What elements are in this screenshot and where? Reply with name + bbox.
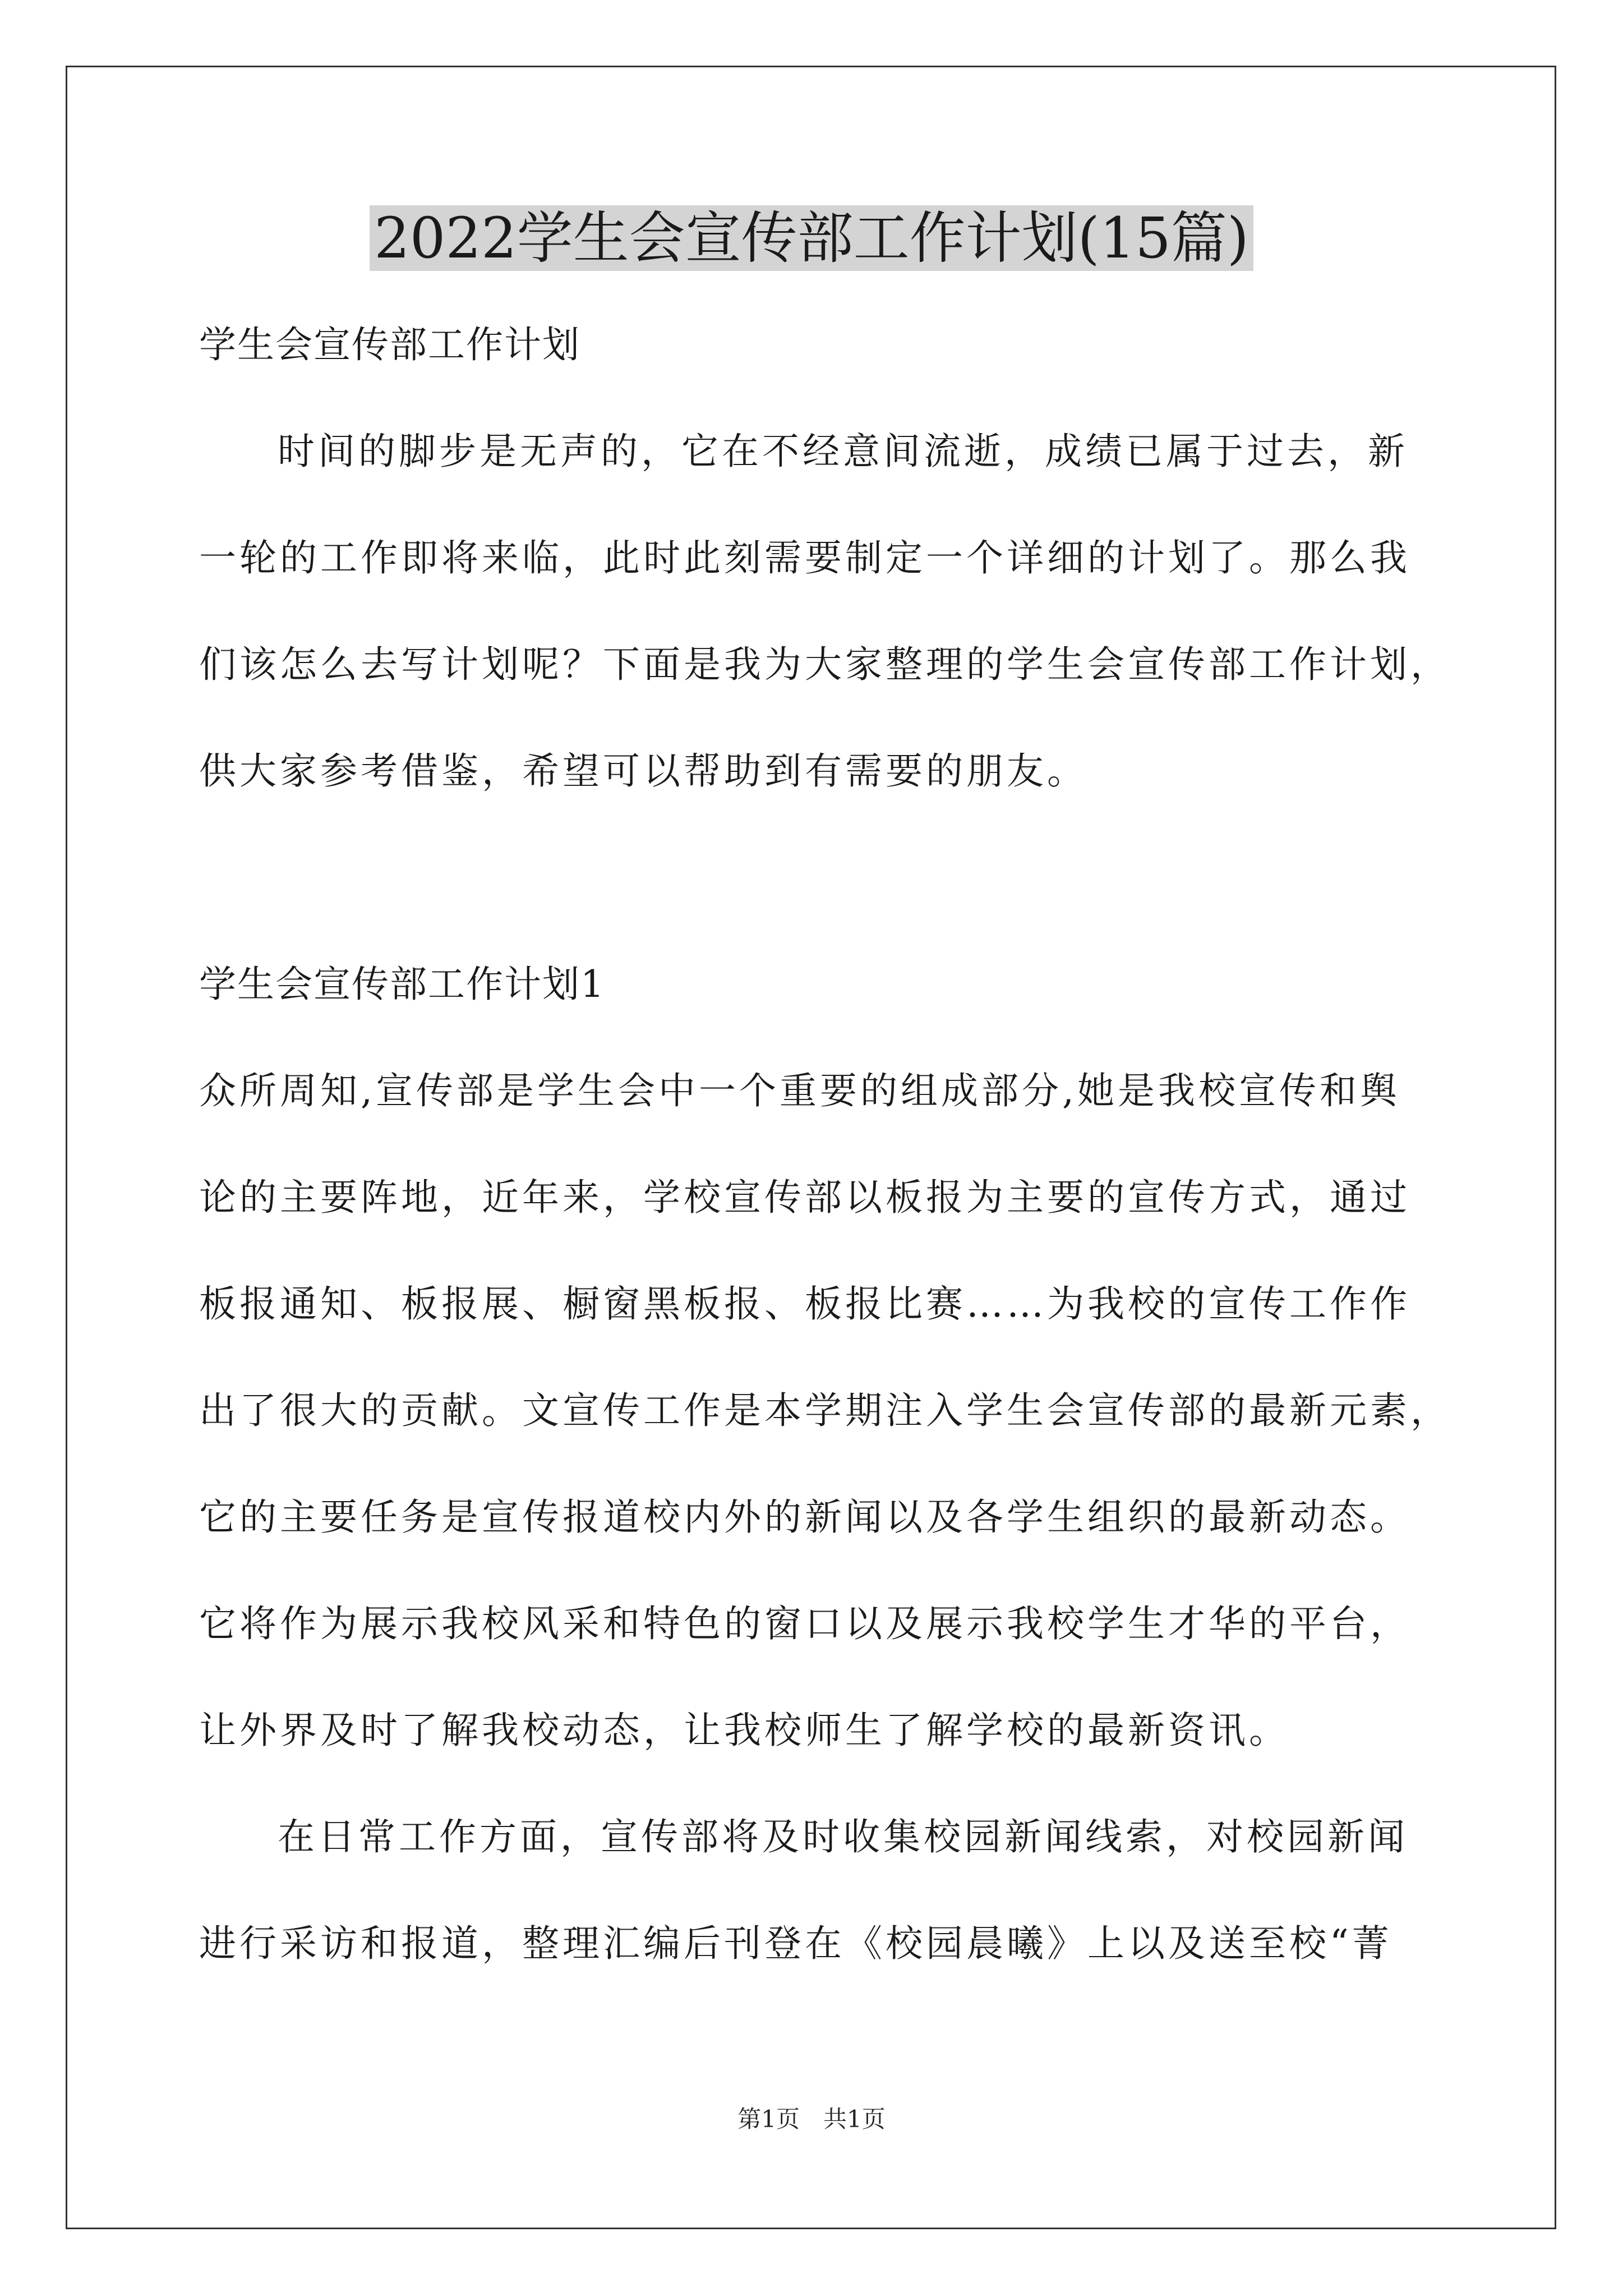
paragraph-line: 们该怎么去写计划呢？下面是我为大家整理的学生会宣传部工作计划， [199, 643, 1451, 686]
paragraph-line: 众所周知,宣传部是学生会中一个重要的组成部分,她是我校宣传和舆 [199, 1069, 1400, 1112]
paragraph-line: 论的主要阵地，近年来，学校宣传部以板报为主要的宣传方式，通过 [199, 1176, 1410, 1219]
paragraph-line: 出了很大的贡献。文宣传工作是本学期注入学生会宣传部的最新元素， [199, 1389, 1451, 1432]
paragraph-line: 板报通知、板报展、橱窗黑板报、板报比赛……为我校的宣传工作作 [199, 1282, 1410, 1326]
document-body [199, 292, 1467, 1997]
intro-heading: 学生会宣传部工作计划 [199, 323, 580, 366]
paragraph-line: 时间的脚步是无声的，它在不经意间流逝，成绩已属于过去，新 [278, 430, 1408, 473]
paragraph-line: 在日常工作方面，宣传部将及时收集校园新闻线索，对校园新闻 [278, 1815, 1408, 1858]
document-title [0, 199, 1623, 278]
paragraph-line: 供大家参考借鉴，希望可以帮助到有需要的朋友。 [199, 749, 1087, 793]
paragraph-line: 进行采访和报道，整理汇编后刊登在《校园晨曦》上以及送至校“菁 [199, 1922, 1393, 1965]
paragraph-line: 它将作为展示我校风采和特色的窗口以及展示我校学生才华的平台， [199, 1602, 1410, 1645]
section-heading: 学生会宣传部工作计划1 [199, 963, 605, 1006]
paragraph-line: 一轮的工作即将来临，此时此刻需要制定一个详细的计划了。那么我 [199, 536, 1410, 579]
paragraph-line: 让外界及时了解我校动态，让我校师生了解学校的最新资讯。 [199, 1709, 1289, 1752]
page-footer [0, 2101, 1623, 2134]
document-title-text: 2022学生会宣传部工作计划(15篇) [370, 205, 1253, 271]
paragraph-line: 它的主要任务是宣传报道校内外的新闻以及各学生组织的最新动态。 [199, 1496, 1410, 1539]
page-number: 第1页 共1页 [737, 2105, 886, 2133]
blank-line [199, 825, 1467, 931]
